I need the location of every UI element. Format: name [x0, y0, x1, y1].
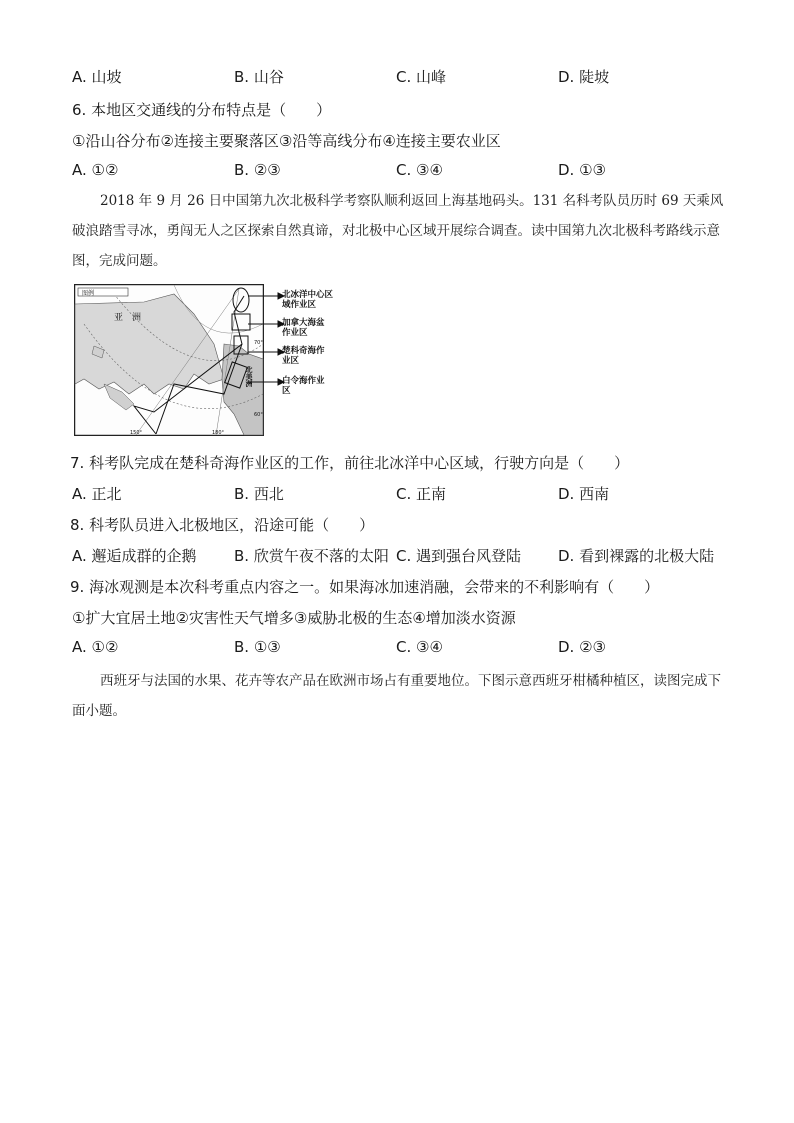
q6-option-a: A. ①② [72, 161, 119, 179]
q5-option-a: A. 山坡 [72, 68, 122, 86]
q6-items: ①沿山谷分布②连接主要聚落区③沿等高线分布④连接主要农业区 [72, 132, 501, 150]
q9-option-b: B. ①③ [234, 638, 281, 656]
map-lat-70: 70° [254, 340, 263, 346]
q7-option-d: D. 西南 [558, 485, 610, 503]
q6-stem: 6. 本地区交通线的分布特点是（ ） [72, 101, 332, 119]
q7-option-c: C. 正南 [396, 485, 447, 503]
map-zone-bering-sea: 白令海作业区 [282, 376, 325, 396]
q7-stem: 7. 科考队完成在楚科奇海作业区的工作，前往北冰洋中心区域，行驶方向是（ ） [70, 454, 630, 472]
map-lat-60: 60° [254, 412, 263, 418]
q7-option-b: B. 西北 [234, 485, 284, 503]
q5-option-b: B. 山谷 [234, 68, 284, 86]
q9-option-c: C. ③④ [396, 638, 443, 656]
q9-option-a: A. ①② [72, 638, 119, 656]
map-zone-chukchi-sea: 楚科奇海作业区 [282, 346, 325, 366]
q8-option-b: B. 欣赏午夜不落的太阳 [234, 547, 389, 565]
map-legend-text: 图例 [82, 290, 95, 297]
q8-option-d: D. 看到裸露的北极大陆 [558, 547, 715, 565]
passage-arctic-expedition: 2018 年 9 月 26 日中国第九次北极科学考察队顺利返回上海基地码头。131 名科考队员历时 69 天乘风破浪踏雪寻冰，勇闯无人之区探索自然真谛，对北极中心区域开展综合调查。读中国第九次北极科考路线示意图，完成问题。 [72, 193, 724, 269]
q9-stem: 9. 海冰观测是本次科考重点内容之一。如果海冰加速消融，会带来的不利影响有（ ） [70, 578, 660, 596]
map-zone-canada-basin: 加拿大海盆作业区 [282, 318, 325, 338]
q6-option-d: D. ①③ [558, 161, 606, 179]
q7-option-a: A. 正北 [72, 485, 122, 503]
q6-option-b: B. ②③ [234, 161, 281, 179]
map-label-asia: 亚 洲 [114, 313, 142, 323]
q8-stem: 8. 科考队员进入北极地区，沿途可能（ ） [70, 516, 375, 534]
q8-option-c: C. 遇到强台风登陆 [396, 547, 522, 565]
q8-option-a: A. 邂逅成群的企鹅 [72, 547, 197, 565]
q5-option-c: C. 山峰 [396, 68, 447, 86]
q9-items: ①扩大宜居土地②灾害性天气增多③威胁北极的生态④增加淡水资源 [72, 609, 516, 627]
map-zone-arctic-center: 北冰洋中心区域作业区 [282, 290, 334, 310]
arctic-route-map [74, 284, 264, 436]
map-lon-150: 150° [130, 430, 143, 436]
map-label-north-america: 北美洲 [245, 366, 253, 387]
q9-option-d: D. ②③ [558, 638, 606, 656]
passage-spain-citrus: 西班牙与法国的水果、花卉等农产品在欧洲市场占有重要地位。下图示意西班牙柑橘种植区，读图完成下面小题。 [72, 673, 721, 719]
q6-option-c: C. ③④ [396, 161, 443, 179]
map-lon-180: 180° [212, 430, 225, 436]
q5-option-d: D. 陡坡 [558, 68, 610, 86]
